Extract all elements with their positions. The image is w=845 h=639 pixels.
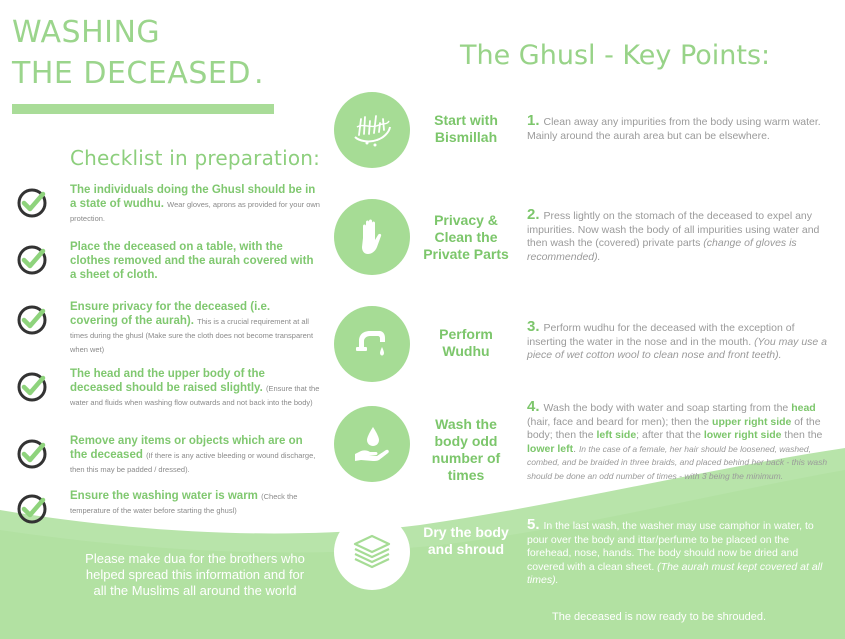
step-number: 4. [527, 398, 540, 415]
step-icon-circle [334, 306, 410, 382]
step-description [527, 518, 832, 588]
step-number: 2. [527, 206, 540, 223]
step-description [527, 400, 832, 483]
title-underline-bar [12, 104, 274, 114]
checkmark-circle-icon [16, 438, 48, 470]
title-line-2: THE DECEASED [12, 56, 251, 91]
checklist-item-note: Wear gloves, aprons as provided for your own protection. [70, 200, 320, 223]
step-icon-circle [334, 199, 410, 275]
ready-message: The deceased is now ready to be shrouded. [552, 611, 767, 623]
title-line-1: WASHING [12, 15, 161, 50]
checklist-item-text: Ensure the washing water is warm [70, 490, 258, 502]
step-text: ; after that the [636, 429, 701, 441]
step-text: Clean away any impurities from the body using warm water. Mainly around the aurah area but can be elsewhere. [527, 116, 821, 142]
step-text: of the body; then the [527, 415, 821, 441]
step-text: In the last wash, the washer may use camphor in water, to pour over the body and ittar/perfume to be placed on the forehead, nose, hands. The body should now be dried and covered with a clean sheet. [527, 520, 814, 573]
step-small-note: In the case of a female, her hair should be loosened, washed, combed, and be braided in three braids, and placed behind her back - this wash should be done an odd number of times - with 3 being the minimum. [527, 443, 828, 481]
water-drop-hand-icon [349, 421, 395, 467]
checklist-item-note: This is a crucial requirement at all times during the ghusl (Make sure the cloth does not become transparent when wet) [70, 317, 314, 354]
step-label: Start with Bismillah [434, 112, 498, 145]
step-description [527, 114, 832, 143]
step-text: Press lightly on the stomach of the deceased to expel any impurities. Now wash the body of all impurities using water and then wash the (covered) private parts [527, 210, 820, 249]
step-text: (hair, face and beard for men); then the [527, 415, 710, 428]
checklist-item-note: (Check the temperature of the water before starting the ghusl) [70, 492, 298, 515]
step-emphasis: upper right side [712, 415, 792, 428]
checkmark-circle-icon [16, 304, 48, 336]
checklist-item-note: (If there is any active bleeding or wound discharge, then this may be padded / dressed). [70, 451, 316, 474]
checklist-item-note: (Ensure that the water and fluids when washing flow outwards and not back into the body) [70, 384, 320, 407]
step-number: 1. [527, 112, 540, 129]
step-label: Privacy & Clean the Private Parts [423, 212, 509, 262]
step-italic-note: (The aurah must kept covered at all times). [527, 560, 823, 586]
step-emphasis: head [791, 402, 816, 414]
key-points-heading: The Ghusl - Key Points: [460, 40, 771, 71]
step-icon-circle [334, 514, 410, 590]
step-italic-note: (You may use a piece of wet cotton wool to clean nose and front teeth). [527, 335, 828, 361]
step-emphasis: left side [596, 429, 637, 441]
step-text: Wash the body with water and soap starting from the [543, 402, 789, 414]
step-description [527, 320, 832, 363]
step-emphasis: lower right side [703, 429, 782, 441]
step-text: Perform wudhu for the deceased with the exception of inserting the water in the nose and in the mouth. [527, 322, 795, 348]
title-dot: . [253, 56, 265, 91]
folded-cloth-icon [349, 529, 395, 575]
step-italic-note: (change of gloves is recommended). [527, 237, 797, 263]
step-icon-circle [334, 92, 410, 168]
checkmark-circle-icon [16, 187, 48, 219]
checklist-item-text: Ensure privacy for the deceased (i.e. covering of the aurah). [70, 301, 271, 327]
step-number: 3. [527, 318, 540, 335]
hand-icon [349, 214, 395, 260]
dua-message: Please make dua for the brothers who helped spread this information and for all the Muslims all around the world [85, 551, 305, 598]
step-emphasis: lower left [527, 442, 574, 455]
step-description [527, 208, 832, 264]
checkmark-circle-icon [16, 493, 48, 525]
step-label: Perform Wudhu [439, 326, 493, 359]
checklist-item-text: The individuals doing the Ghusl should be in a state of wudhu. [70, 184, 316, 210]
step-text: . [573, 442, 577, 455]
step-label: Wash the body odd number of times [431, 416, 501, 483]
checklist-item-text: The head and the upper body of the deceased should be raised slightly. [70, 368, 265, 394]
step-text: then the [784, 429, 823, 441]
checklist-title: Checklist in preparation: [70, 146, 321, 170]
checklist-item-text: Place the deceased on a table, with the clothes removed and the aurah covered with a sheet of cloth. [70, 241, 314, 281]
step-label: Dry the body and shroud [423, 524, 509, 557]
calligraphy-icon [349, 107, 395, 153]
step-icon-circle [334, 406, 410, 482]
page-title [12, 12, 264, 94]
checkmark-circle-icon [16, 244, 48, 276]
checkmark-circle-icon [16, 371, 48, 403]
checklist-item-text: Remove any items or objects which are on the deceased [70, 435, 303, 461]
step-number: 5. [527, 516, 540, 533]
faucet-icon [349, 321, 395, 367]
